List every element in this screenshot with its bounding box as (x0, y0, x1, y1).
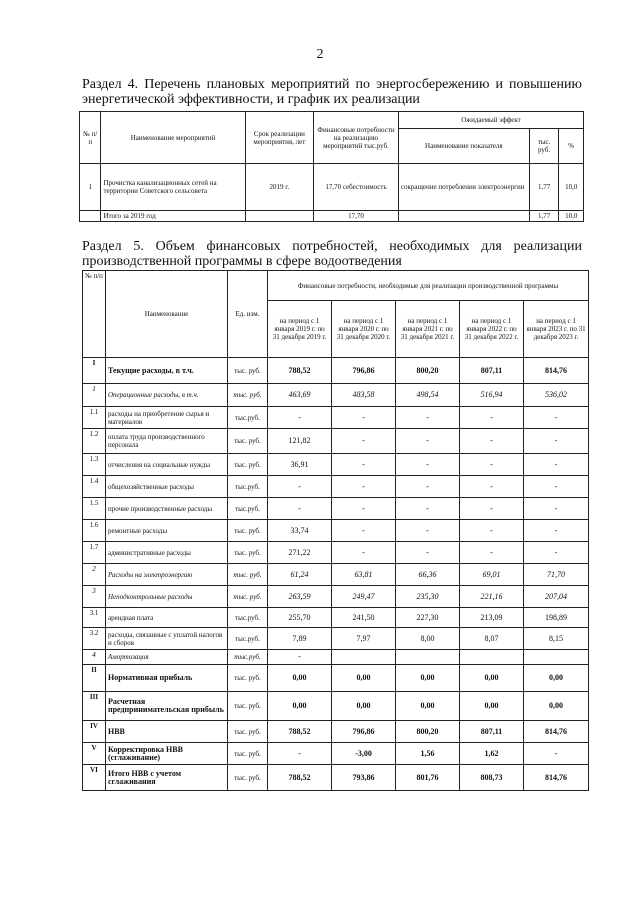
row-name: расходы на приобретение сырья и материалов (106, 407, 228, 429)
row-value: 198,89 (524, 608, 589, 628)
row-unit: тыс. руб. (228, 743, 268, 765)
row-value: 263,59 (268, 586, 332, 608)
row-value: 121,82 (268, 429, 332, 454)
row-value: 536,02 (524, 384, 589, 407)
row-unit: тыс. руб. (228, 520, 268, 542)
table-row (80, 211, 584, 222)
row-value: - (332, 407, 396, 429)
row-value: - (524, 407, 589, 429)
table-row (83, 743, 589, 765)
row-num: 1.6 (83, 520, 106, 542)
row-value: - (524, 520, 589, 542)
row-value: 69,01 (460, 564, 524, 586)
row-value: -3,00 (332, 743, 396, 765)
header-name: Наименование (106, 271, 228, 358)
row-name: Операционные расходы, в т.ч. (106, 384, 228, 407)
row-value: - (332, 454, 396, 476)
row-value: 0,00 (460, 692, 524, 721)
row-value: - (524, 429, 589, 454)
header-period: на период с 1 января 2023 г. по 31 декабря 2023 г. (524, 301, 589, 358)
table-row (83, 454, 589, 476)
table-row (83, 586, 589, 608)
row-name: НВВ (106, 721, 228, 743)
row-unit: тыс. руб. (228, 454, 268, 476)
row-value: 63,81 (332, 564, 396, 586)
row-name: Итого НВВ с учетом сглаживания (106, 765, 228, 791)
row-num: 3.1 (83, 608, 106, 628)
row-value: - (460, 407, 524, 429)
row-num: 1.5 (83, 498, 106, 520)
row-unit: тыс. руб. (228, 721, 268, 743)
row-value: 516,94 (460, 384, 524, 407)
row-value: 788,52 (268, 358, 332, 384)
row-value: - (460, 476, 524, 498)
row-num: 3 (83, 586, 106, 608)
row-name: прочие производственные расходы (106, 498, 228, 520)
row-num: IV (83, 721, 106, 743)
row-value: 7,97 (332, 628, 396, 650)
row-value: 8,07 (460, 628, 524, 650)
row-name: ремонтные расходы (106, 520, 228, 542)
table-row (83, 542, 589, 564)
header-term: Срок реализации мероприятия, лет (245, 112, 313, 164)
row-num (80, 211, 101, 222)
row-value: 463,69 (268, 384, 332, 407)
financial-needs-table (82, 270, 589, 791)
row-finance: 17,70 себестоимость (314, 164, 399, 211)
row-value: 241,50 (332, 608, 396, 628)
header-num: № п/п (80, 112, 101, 164)
row-value: 66,36 (396, 564, 460, 586)
row-thous: 1,77 (529, 211, 559, 222)
row-value: 796,86 (332, 358, 396, 384)
row-value: 235,30 (396, 586, 460, 608)
row-name: расходы, связанные с уплатой налогов и сборов (106, 628, 228, 650)
row-value: - (524, 498, 589, 520)
row-value: - (268, 743, 332, 765)
table-row (83, 358, 589, 384)
row-value: 814,76 (524, 358, 589, 384)
row-name: отчисления на социальные нужды (106, 454, 228, 476)
row-name: общехозяйственные расходы (106, 476, 228, 498)
row-value: 800,20 (396, 721, 460, 743)
row-value: - (332, 429, 396, 454)
row-name: Расходы на электроэнергию (106, 564, 228, 586)
row-name: административные расходы (106, 542, 228, 564)
row-unit: тыс.руб. (228, 407, 268, 429)
row-unit: тыс. руб. (228, 429, 268, 454)
row-num: 1.3 (83, 454, 106, 476)
row-value: - (460, 429, 524, 454)
table-row (83, 721, 589, 743)
row-value: - (460, 498, 524, 520)
row-term: 2019 г. (245, 164, 313, 211)
row-value: 221,16 (460, 586, 524, 608)
row-name: Текущие расходы, в т.ч. (106, 358, 228, 384)
row-value: 1,56 (396, 743, 460, 765)
table-row (83, 692, 589, 721)
row-name: Неподконтрольные расходы (106, 586, 228, 608)
row-unit: тыс. руб. (228, 564, 268, 586)
row-value: 8,15 (524, 628, 589, 650)
row-unit: тыс. руб. (228, 665, 268, 692)
row-value: - (524, 454, 589, 476)
table-row (80, 164, 584, 211)
table-row (83, 608, 589, 628)
row-value: 61,24 (268, 564, 332, 586)
row-value: - (524, 743, 589, 765)
section-4-title: Раздел 4. Перечень плановых мероприятий по энергосбережению и повышению энергетической эффективности, и график их реализации (82, 77, 582, 107)
row-num: 4 (83, 650, 106, 665)
row-unit: тыс. руб. (228, 586, 268, 608)
row-value: 814,76 (524, 765, 589, 791)
table-row (83, 650, 589, 665)
header-indicator: Наименование показателя (398, 129, 529, 164)
row-value: - (396, 429, 460, 454)
row-value: 0,00 (460, 665, 524, 692)
row-unit: тыс. руб. (228, 384, 268, 407)
row-num: 2 (83, 564, 106, 586)
header-period: на период с 1 января 2022 г. по 31 декабря 2022 г. (460, 301, 524, 358)
row-value (460, 650, 524, 665)
row-value: 8,00 (396, 628, 460, 650)
row-thous: 1,77 (529, 164, 559, 211)
table-row (83, 498, 589, 520)
table-row (83, 476, 589, 498)
row-value: 0,00 (268, 665, 332, 692)
header-thous: тыс. руб. (529, 129, 559, 164)
row-name: Амортизация (106, 650, 228, 665)
row-unit: тыс. руб. (228, 765, 268, 791)
row-name: Нормативная прибыль (106, 665, 228, 692)
row-value: 227,30 (396, 608, 460, 628)
header-name: Наименование мероприятий (101, 112, 245, 164)
table-row (83, 407, 589, 429)
row-pct: 10,0 (559, 164, 584, 211)
row-value: 33,74 (268, 520, 332, 542)
row-unit: тыс. руб. (228, 692, 268, 721)
row-value (524, 650, 589, 665)
row-unit: тыс.руб. (228, 608, 268, 628)
row-value: - (524, 542, 589, 564)
row-num: 1 (83, 384, 106, 407)
row-value: 0,00 (396, 665, 460, 692)
energy-saving-table (79, 111, 584, 222)
table-row (83, 564, 589, 586)
row-name: оплата труда производственного персонала (106, 429, 228, 454)
header-group: Финансовые потребности, необходимые для реализации производственной программы (268, 271, 589, 301)
row-value: 7,89 (268, 628, 332, 650)
table-row (83, 765, 589, 791)
row-num: 1 (80, 164, 101, 211)
row-value: - (396, 520, 460, 542)
row-value: 796,86 (332, 721, 396, 743)
row-num: 1.1 (83, 407, 106, 429)
row-num: III (83, 692, 106, 721)
row-unit: тыс.руб. (228, 650, 268, 665)
row-name: арендная плата (106, 608, 228, 628)
row-value (332, 650, 396, 665)
row-value: 788,52 (268, 721, 332, 743)
row-value: - (268, 650, 332, 665)
section-5-title: Раздел 5. Объем финансовых потребностей, необходимых для реализации производственной программы в сфере водоотведения (82, 239, 582, 269)
row-value: 808,73 (460, 765, 524, 791)
row-value: - (396, 542, 460, 564)
row-unit: тыс.руб. (228, 498, 268, 520)
row-value: - (460, 520, 524, 542)
row-value: 255,70 (268, 608, 332, 628)
row-value: 0,00 (396, 692, 460, 721)
row-value (396, 650, 460, 665)
table-row (83, 665, 589, 692)
row-name: Прочистка канализационных сетей на территории Советского сельсовета (101, 164, 245, 211)
row-value: 1,62 (460, 743, 524, 765)
row-value: 36,91 (268, 454, 332, 476)
header-unit: Ед. изм. (228, 271, 268, 358)
row-value: - (268, 407, 332, 429)
row-indicator (398, 211, 529, 222)
row-value: 0,00 (332, 692, 396, 721)
row-finance: 17,70 (314, 211, 399, 222)
row-pct: 10,0 (559, 211, 584, 222)
row-value: - (268, 498, 332, 520)
row-value: 213,09 (460, 608, 524, 628)
table-row (83, 520, 589, 542)
page-number: 2 (316, 47, 324, 62)
row-value: - (396, 498, 460, 520)
row-value: 249,47 (332, 586, 396, 608)
row-value: 807,11 (460, 721, 524, 743)
row-name: Расчетная предпринимательская прибыль (106, 692, 228, 721)
row-value: 801,76 (396, 765, 460, 791)
row-value: 788,52 (268, 765, 332, 791)
row-unit: тыс.руб. (228, 628, 268, 650)
row-value: - (524, 476, 589, 498)
row-value: - (332, 476, 396, 498)
row-value: - (268, 476, 332, 498)
row-value: 807,11 (460, 358, 524, 384)
table-row (83, 384, 589, 407)
row-value: 0,00 (524, 692, 589, 721)
table-row (83, 429, 589, 454)
row-value: - (332, 498, 396, 520)
header-finance: Финансовые потребности на реализацию мероприятий тыс.руб. (314, 112, 399, 164)
row-value: 71,70 (524, 564, 589, 586)
row-name: Итого за 2019 год (101, 211, 245, 222)
row-unit: тыс.руб. (228, 476, 268, 498)
row-num: 1.7 (83, 542, 106, 564)
row-value: 0,00 (268, 692, 332, 721)
table-row (83, 628, 589, 650)
row-value: 271,22 (268, 542, 332, 564)
row-value: 207,04 (524, 586, 589, 608)
row-value: 0,00 (332, 665, 396, 692)
row-num: 1.4 (83, 476, 106, 498)
row-num: VI (83, 765, 106, 791)
header-num: № п/п (83, 271, 106, 358)
header-period: на период с 1 января 2020 г. по 31 декабря 2020 г. (332, 301, 396, 358)
header-period: на период с 1 января 2019 г. по 31 декабря 2019 г. (268, 301, 332, 358)
row-value: - (396, 454, 460, 476)
row-term (245, 211, 313, 222)
row-num: I (83, 358, 106, 384)
row-value: - (460, 454, 524, 476)
row-value: - (332, 542, 396, 564)
row-value: 814,76 (524, 721, 589, 743)
row-num: 3.2 (83, 628, 106, 650)
header-pct: % (559, 129, 584, 164)
row-value: - (332, 520, 396, 542)
row-value: 0,00 (524, 665, 589, 692)
row-name: Корректировка НВВ (сглаживание) (106, 743, 228, 765)
row-num: 1.2 (83, 429, 106, 454)
row-value: - (396, 476, 460, 498)
row-unit: тыс. руб. (228, 542, 268, 564)
row-unit: тыс. руб. (228, 358, 268, 384)
header-effect: Ожидаемый эффект (398, 112, 583, 129)
row-indicator: сокращение потребления электроэнергии (398, 164, 529, 211)
row-num: V (83, 743, 106, 765)
row-num: II (83, 665, 106, 692)
row-value: 793,86 (332, 765, 396, 791)
row-value: 800,20 (396, 358, 460, 384)
row-value: 483,58 (332, 384, 396, 407)
header-period: на период с 1 января 2021 г. по 31 декабря 2021 г. (396, 301, 460, 358)
row-value: - (396, 407, 460, 429)
row-value: 498,54 (396, 384, 460, 407)
row-value: - (460, 542, 524, 564)
